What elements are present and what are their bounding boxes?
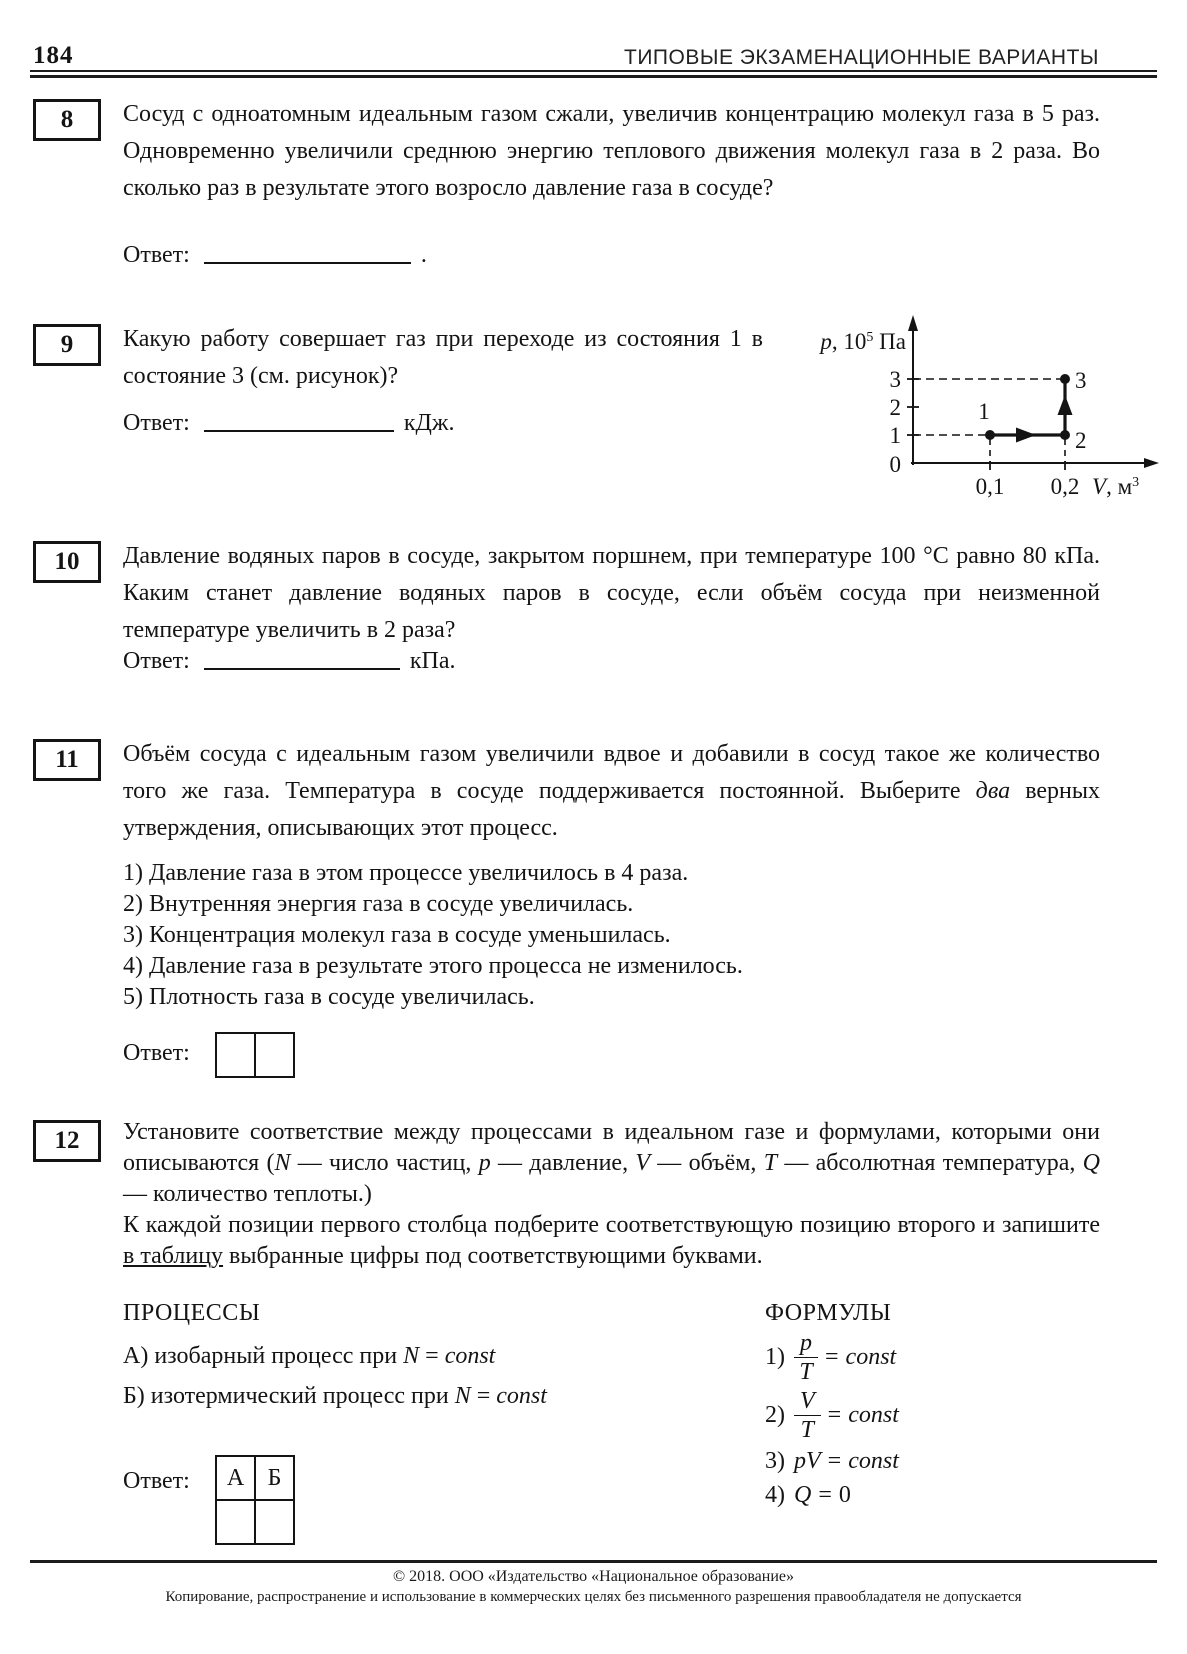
- footer-notice: Копирование, распространение и использование в коммерческих целях без письменного разрешения правообладателя не допускается: [165, 1589, 1022, 1605]
- footer-rule: [30, 1560, 1157, 1563]
- formulas-column-title: ФОРМУЛЫ: [765, 1300, 892, 1326]
- running-head: ТИПОВЫЕ ЭКЗАМЕНАЦИОННЫЕ ВАРИАНТЫ: [624, 46, 1099, 69]
- answer-cell-1[interactable]: [216, 1033, 255, 1077]
- answer-header-b: Б: [255, 1456, 294, 1500]
- equals-sign: =: [827, 1448, 842, 1474]
- equals-sign: =: [827, 1402, 842, 1429]
- formula-rhs: const: [848, 1402, 899, 1429]
- question-number: 11: [55, 746, 79, 773]
- answer-cell-2[interactable]: [255, 1033, 294, 1077]
- formula-4: [765, 1482, 851, 1509]
- formula-lhs: pV: [794, 1448, 821, 1474]
- state-point-1: [985, 430, 995, 440]
- state-point-3: [1060, 374, 1070, 384]
- question-12-text: [123, 1117, 1100, 1272]
- question-10-answer-row: [123, 646, 455, 675]
- answer-cell-a[interactable]: [216, 1500, 255, 1544]
- question-number: 10: [54, 548, 80, 575]
- answer-label: Ответ:: [123, 410, 190, 436]
- formula-label: 4): [765, 1482, 785, 1508]
- header-rule-thin: [30, 70, 1157, 72]
- equals-sign: =: [818, 1482, 832, 1508]
- formula-label: 2): [765, 1402, 785, 1429]
- question-8-answer-row: [123, 240, 427, 269]
- y-tick-label-1: 1: [889, 423, 901, 448]
- question-11-answer-cells: [215, 1032, 295, 1078]
- y-tick-label-3: 3: [889, 367, 901, 392]
- answer-unit: кДж.: [403, 410, 455, 436]
- answer-cell-b[interactable]: [255, 1500, 294, 1544]
- fraction: $\frac{p}{T}$: [794, 1330, 818, 1386]
- question-12-answer-table: [215, 1455, 295, 1545]
- answer-unit: кПа.: [409, 648, 456, 674]
- point-label-1: 1: [978, 399, 990, 424]
- process-text: изотермический процесс при N = const: [150, 1383, 547, 1409]
- formula-1: [765, 1330, 896, 1386]
- pv-diagram: [748, 303, 1168, 503]
- formula-rhs: const: [848, 1448, 899, 1474]
- state-point-2: [1060, 430, 1070, 440]
- option-3: 3) Концентрация молекул газа в сосуде уменьшилась.: [123, 922, 671, 948]
- answer-label: Ответ:: [123, 648, 190, 674]
- formula-3: [765, 1448, 899, 1475]
- process-text: изобарный процесс при N = const: [154, 1343, 496, 1369]
- question-11-options: [123, 858, 1113, 1013]
- header-rule-thick: [30, 75, 1157, 78]
- answer-label: Ответ:: [123, 1468, 190, 1494]
- equals-sign: =: [825, 1344, 839, 1371]
- answer-blank[interactable]: [204, 240, 411, 264]
- option-2: 2) Внутренняя энергия газа в сосуде увеличилась.: [123, 891, 634, 917]
- x-tick-label-02: 0,2: [1050, 474, 1080, 499]
- processes-column-title: ПРОЦЕССЫ: [123, 1300, 261, 1326]
- process-label: Б): [123, 1383, 145, 1409]
- page-number: 184: [33, 42, 74, 69]
- question-9-text: Какую работу совершает газ при переходе из состояния 1 в состояние 3 (см. рисунок)?: [123, 326, 763, 389]
- question-9-answer-row: [123, 408, 454, 437]
- process-label: А): [123, 1343, 149, 1369]
- y-tick-label-0: 0: [889, 452, 901, 477]
- answer-suffix: .: [420, 242, 427, 268]
- x-axis-arrow-icon: [1144, 458, 1159, 468]
- question-number: 9: [60, 331, 74, 358]
- question-12-intro-2: К каждой позиции первого столбца подберите соответствующую позицию второго и запишите в таблицу выбранные цифры под соответствующими буквами.: [123, 1212, 1100, 1269]
- process-item-b: [123, 1383, 547, 1410]
- option-5: 5) Плотность газа в сосуде увеличилась.: [123, 984, 535, 1010]
- footer-copyright: © 2018. ООО «Издательство «Национальное образование»: [392, 1568, 794, 1585]
- option-4: 4) Давление газа в результате этого процесса не изменилось.: [123, 953, 743, 979]
- question-number: 12: [54, 1127, 80, 1154]
- question-number-box-11: [33, 739, 101, 781]
- formula-rhs: const: [845, 1344, 897, 1371]
- x-tick-label-01: 0,1: [975, 474, 1005, 499]
- question-number-box-12: [33, 1120, 101, 1162]
- question-8-text: Сосуд с одноатомным идеальным газом сжали, увеличив концентрацию молекул газа в 5 раз. Одновременно увеличили среднюю энергию теплового движения молекул газа в 2 раза. Во сколько раз в результате этого возросло давление газа в сосуде?: [123, 101, 1100, 201]
- process-item-a: [123, 1343, 495, 1370]
- y-axis-arrow-icon: [908, 315, 918, 331]
- fraction: $\frac{V}{T}$: [794, 1388, 821, 1444]
- formula-rhs: 0: [838, 1482, 851, 1508]
- question-11-text: Объём сосуда с идеальным газом увеличили вдвое и добавили в сосуд такое же количество того же газа. Температура в сосуде поддерживается постоянной. Выберите два верных утверждения, описывающих этот процесс.: [123, 741, 1101, 841]
- answer-header-a: А: [216, 1456, 255, 1500]
- answer-blank[interactable]: [204, 408, 394, 432]
- y-axis-label: p, $10^5$ Па: [820, 329, 906, 354]
- answer-label: Ответ:: [123, 242, 190, 268]
- arrow-up-icon: [1058, 395, 1073, 415]
- question-number-box-10: [33, 541, 101, 583]
- answer-label: Ответ:: [123, 1040, 190, 1066]
- y-tick-label-2: 2: [889, 395, 901, 420]
- question-10-text: Давление водяных паров в сосуде, закрытом поршнем, при температуре 100 °С равно 80 кПа. Каким станет давление водяных паров в сосуде, если объём сосуда при неизменной температуре увеличить в 2 раза?: [123, 543, 1100, 643]
- answer-blank[interactable]: [204, 646, 400, 670]
- formula-lhs: Q: [794, 1482, 812, 1508]
- question-number-box-9: [33, 324, 101, 366]
- question-12-intro-1: Установите соответствие между процессами в идеальном газе и формулами, которыми они описываются (N — число частиц, p — давление, V — объём, T — абсолютная температура, Q — количество теплоты.): [123, 1119, 1100, 1207]
- formula-label: 1): [765, 1344, 785, 1371]
- x-axis-label: V, $м^3$: [1092, 474, 1140, 499]
- question-number-box-8: [33, 99, 101, 141]
- formula-label: 3): [765, 1448, 785, 1474]
- point-label-2: 2: [1075, 428, 1087, 453]
- option-1: 1) Давление газа в этом процессе увеличилось в 4 раза.: [123, 860, 689, 886]
- arrow-right-icon: [1016, 428, 1036, 443]
- point-label-3: 3: [1075, 368, 1087, 393]
- formula-2: [765, 1388, 899, 1444]
- question-number: 8: [60, 106, 74, 133]
